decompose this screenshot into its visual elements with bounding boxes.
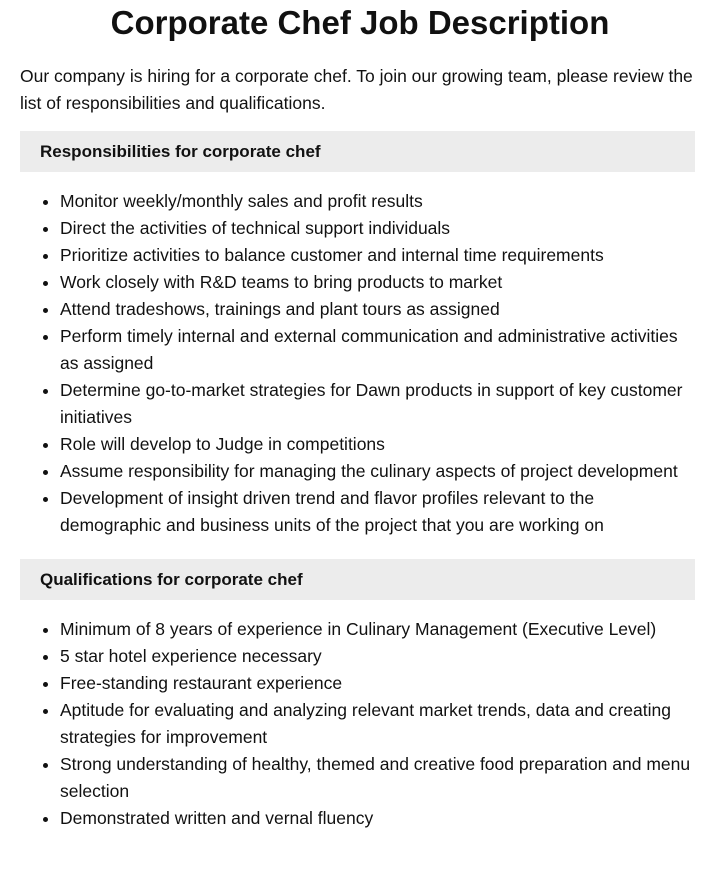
qualifications-list bbox=[20, 616, 700, 832]
list-item: • Development of insight driven trend and flavor profiles relevant to the demographic and business units of the project that you are working on bbox=[60, 485, 700, 539]
responsibilities-list bbox=[20, 188, 700, 539]
list-item: • Prioritize activities to balance customer and internal time requirements bbox=[60, 242, 700, 269]
list-item: • Assume responsibility for managing the culinary aspects of project development bbox=[60, 458, 700, 485]
list-item: • Work closely with R&D teams to bring products to market bbox=[60, 269, 700, 296]
list-item: • Strong understanding of healthy, themed and creative food preparation and menu selection bbox=[60, 751, 700, 805]
list-item: • Determine go-to-market strategies for Dawn products in support of key customer initiatives bbox=[60, 377, 700, 431]
list-item: • Perform timely internal and external communication and administrative activities as assigned bbox=[60, 323, 700, 377]
list-item: • Monitor weekly/monthly sales and profit results bbox=[60, 188, 700, 215]
list-item: • Attend tradeshows, trainings and plant tours as assigned bbox=[60, 296, 700, 323]
qualifications-heading: Qualifications for corporate chef bbox=[20, 559, 695, 600]
page-title: Corporate Chef Job Description bbox=[110, 4, 610, 41]
responsibilities-heading: Responsibilities for corporate chef bbox=[20, 131, 695, 172]
list-item: • Free-standing restaurant experience bbox=[60, 670, 700, 697]
intro-text: Our company is hiring for a corporate chef. To join our growing team, please review the list of responsibilities and qualifications. bbox=[20, 66, 693, 113]
list-item: • Minimum of 8 years of experience in Culinary Management (Executive Level) bbox=[60, 616, 700, 643]
list-item: • Role will develop to Judge in competitions bbox=[60, 431, 700, 458]
list-item: • 5 star hotel experience necessary bbox=[60, 643, 700, 670]
list-item: • Aptitude for evaluating and analyzing relevant market trends, data and creating strategies for improvement bbox=[60, 697, 700, 751]
list-item: • Demonstrated written and vernal fluency bbox=[60, 805, 700, 832]
list-item: • Direct the activities of technical support individuals bbox=[60, 215, 700, 242]
